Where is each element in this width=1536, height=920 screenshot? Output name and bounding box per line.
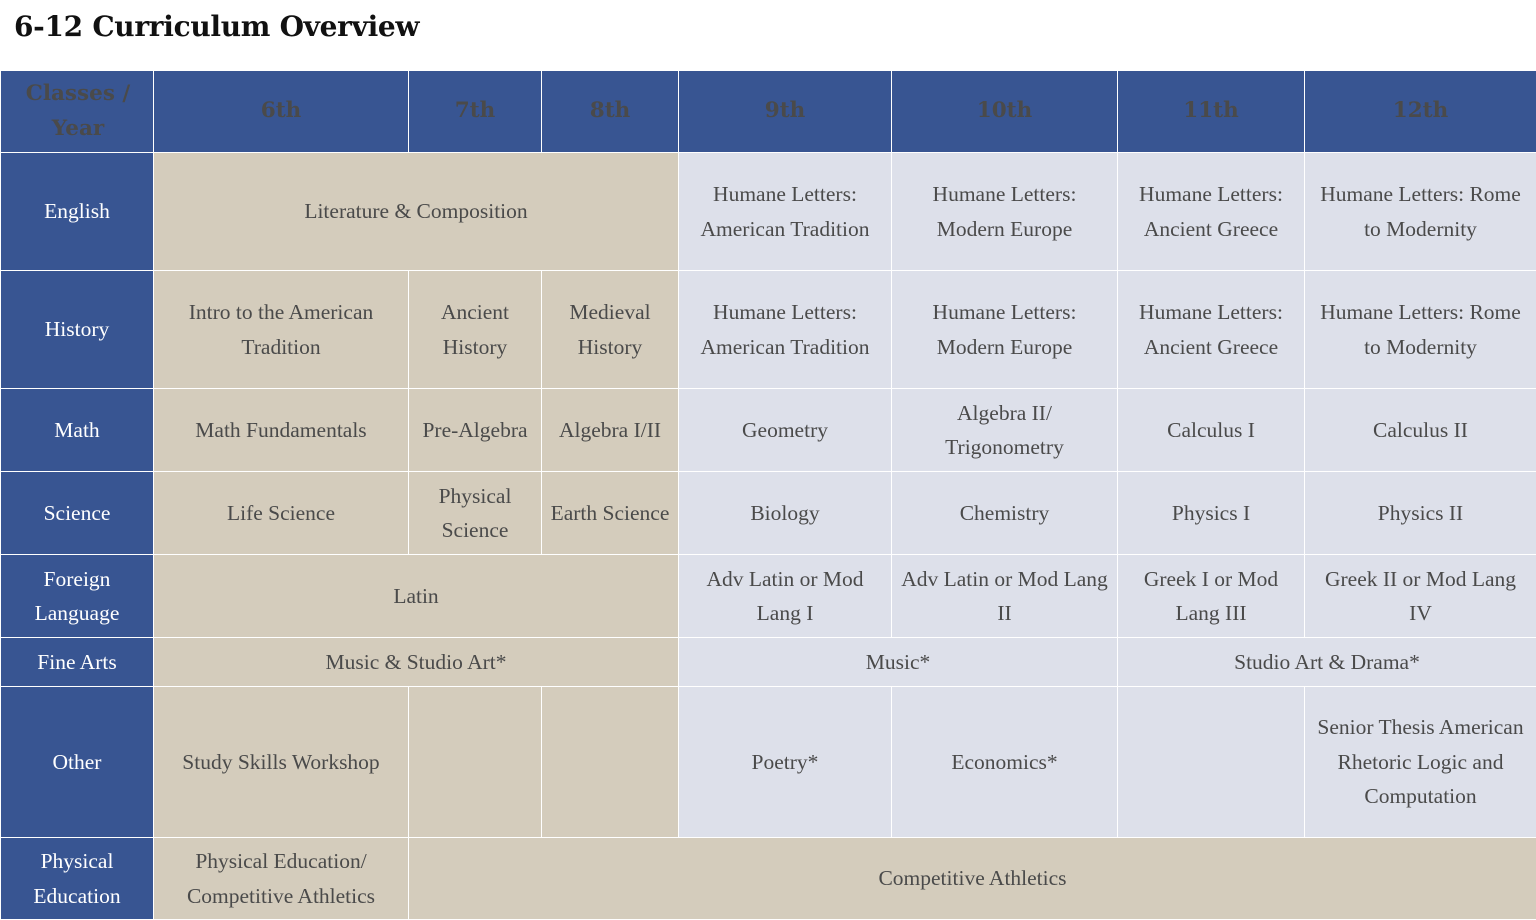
row-other — [1, 687, 1536, 838]
history-grade-11: Humane Letters: Ancient Greece — [1118, 271, 1305, 389]
other-grade-12: Senior Thesis American Rhetoric Logic and Computation — [1305, 687, 1536, 838]
foreign-grade-10: Adv Latin or Mod Lang II — [892, 555, 1118, 638]
arts-grades-9-10: Music* — [679, 638, 1118, 687]
page-title: 6-12 Curriculum Overview — [14, 10, 419, 43]
arts-grades-6-8: Music & Studio Art* — [154, 638, 679, 687]
year-header-12th: 12th — [1305, 71, 1536, 153]
english-grade-9: Humane Letters: American Tradition — [679, 153, 892, 271]
row-science — [1, 472, 1536, 555]
curriculum-table — [0, 70, 1536, 920]
other-grade-10: Economics* — [892, 687, 1118, 838]
foreign-grade-11: Greek I or Mod Lang III — [1118, 555, 1305, 638]
year-header-6th: 6th — [154, 71, 409, 153]
math-grade-12: Calculus II — [1305, 389, 1536, 472]
english-grades-6-8: Literature & Composition — [154, 153, 679, 271]
header-row — [1, 71, 1536, 153]
history-grade-9: Humane Letters: American Tradition — [679, 271, 892, 389]
year-header-9th: 9th — [679, 71, 892, 153]
history-grade-12: Humane Letters: Rome to Modernity — [1305, 271, 1536, 389]
row-label-physical-education: Physical Education — [1, 838, 154, 920]
english-grade-11: Humane Letters: Ancient Greece — [1118, 153, 1305, 271]
row-history — [1, 271, 1536, 389]
math-grade-6: Math Fundamentals — [154, 389, 409, 472]
pe-grades-7-12: Competitive Athletics — [409, 838, 1536, 920]
other-grade-6: Study Skills Workshop — [154, 687, 409, 838]
row-label-foreign-language: Foreign Language — [1, 555, 154, 638]
science-grade-11: Physics I — [1118, 472, 1305, 555]
corner-header: Classes / Year — [1, 71, 154, 153]
science-grade-6: Life Science — [154, 472, 409, 555]
science-grade-7: Physical Science — [409, 472, 542, 555]
science-grade-12: Physics II — [1305, 472, 1536, 555]
pe-grade-6: Physical Education/ Competitive Athletics — [154, 838, 409, 920]
history-grade-10: Humane Letters: Modern Europe — [892, 271, 1118, 389]
other-grade-9: Poetry* — [679, 687, 892, 838]
arts-grades-11-12: Studio Art & Drama* — [1118, 638, 1536, 687]
history-grade-6: Intro to the American Tradition — [154, 271, 409, 389]
row-label-history: History — [1, 271, 154, 389]
other-grade-7 — [409, 687, 542, 838]
math-grade-9: Geometry — [679, 389, 892, 472]
row-math — [1, 389, 1536, 472]
other-grade-11 — [1118, 687, 1305, 838]
year-header-10th: 10th — [892, 71, 1118, 153]
row-english — [1, 153, 1536, 271]
year-header-8th: 8th — [542, 71, 679, 153]
foreign-grade-12: Greek II or Mod Lang IV — [1305, 555, 1536, 638]
math-grade-8: Algebra I/II — [542, 389, 679, 472]
row-label-math: Math — [1, 389, 154, 472]
row-label-science: Science — [1, 472, 154, 555]
math-grade-10: Algebra II/ Trigonometry — [892, 389, 1118, 472]
row-foreign-language — [1, 555, 1536, 638]
science-grade-9: Biology — [679, 472, 892, 555]
history-grade-8: Medieval History — [542, 271, 679, 389]
math-grade-11: Calculus I — [1118, 389, 1305, 472]
science-grade-8: Earth Science — [542, 472, 679, 555]
year-header-11th: 11th — [1118, 71, 1305, 153]
row-fine-arts — [1, 638, 1536, 687]
row-label-other: Other — [1, 687, 154, 838]
row-label-fine-arts: Fine Arts — [1, 638, 154, 687]
foreign-grade-9: Adv Latin or Mod Lang I — [679, 555, 892, 638]
history-grade-7: Ancient History — [409, 271, 542, 389]
english-grade-10: Humane Letters: Modern Europe — [892, 153, 1118, 271]
english-grade-12: Humane Letters: Rome to Modernity — [1305, 153, 1536, 271]
science-grade-10: Chemistry — [892, 472, 1118, 555]
other-grade-8 — [542, 687, 679, 838]
row-label-english: English — [1, 153, 154, 271]
math-grade-7: Pre-Algebra — [409, 389, 542, 472]
foreign-grades-6-8: Latin — [154, 555, 679, 638]
row-physical-education — [1, 838, 1536, 920]
year-header-7th: 7th — [409, 71, 542, 153]
